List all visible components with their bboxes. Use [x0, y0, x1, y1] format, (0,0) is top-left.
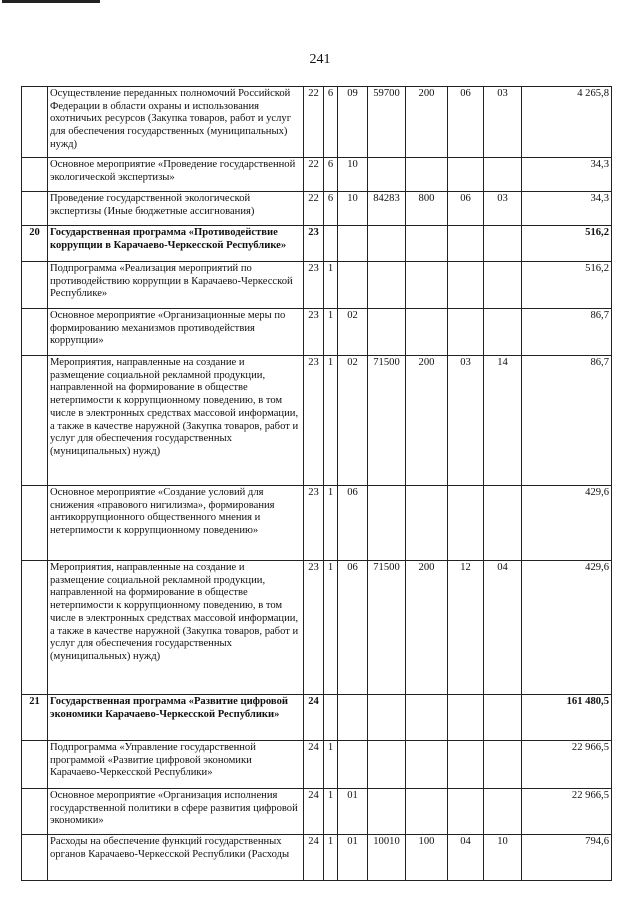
code-direction-cell — [368, 695, 406, 741]
code-direction-cell — [368, 309, 406, 356]
code-direction-cell — [368, 262, 406, 309]
code-expense-type-cell: 200 — [406, 561, 448, 695]
row-number-cell: 21 — [22, 695, 48, 741]
code-program-cell — [324, 695, 338, 741]
code-subsection-cell — [484, 695, 522, 741]
code-expense-type-cell: 200 — [406, 87, 448, 158]
code-direction-cell: 71500 — [368, 356, 406, 486]
code-event-cell: 02 — [338, 309, 368, 356]
code-expense-type-cell — [406, 262, 448, 309]
amount-cell: 34,3 — [522, 192, 612, 226]
code-subsection-cell — [484, 158, 522, 192]
code-direction-cell — [368, 741, 406, 789]
code-direction-cell — [368, 226, 406, 262]
row-number-cell — [22, 561, 48, 695]
code-event-cell: 06 — [338, 486, 368, 561]
amount-cell: 86,7 — [522, 356, 612, 486]
table-row — [22, 695, 612, 741]
row-number-cell — [22, 87, 48, 158]
code-subsection-cell — [484, 741, 522, 789]
code-section-cell: 06 — [448, 192, 484, 226]
row-number-cell — [22, 356, 48, 486]
code-section-cell — [448, 741, 484, 789]
code-program-cell: 6 — [324, 158, 338, 192]
code-event-cell — [338, 226, 368, 262]
code-direction-cell — [368, 789, 406, 835]
code-expense-type-cell — [406, 309, 448, 356]
code-section-cell: 06 — [448, 87, 484, 158]
row-number-cell — [22, 192, 48, 226]
table-row — [22, 226, 612, 262]
amount-cell: 429,6 — [522, 486, 612, 561]
row-name-cell: Основное мероприятие «Организационные меры по формированию механизмов противодействия коррупции» — [48, 309, 304, 356]
code-ministry-cell: 23 — [304, 226, 324, 262]
code-event-cell: 01 — [338, 789, 368, 835]
row-number-cell — [22, 835, 48, 881]
code-program-cell: 1 — [324, 741, 338, 789]
code-section-cell — [448, 695, 484, 741]
row-number-cell: 20 — [22, 226, 48, 262]
code-ministry-cell: 23 — [304, 486, 324, 561]
amount-cell: 516,2 — [522, 226, 612, 262]
row-name-cell: Мероприятия, направленные на создание и размещение социальной рекламной продукции, направленной на формирование в обществе нетерпимости к коррупционному поведению, в том числе в электронных средствах массовой информации, а также в качестве наружной (Закупка товаров, работ и услуг для обеспечения государственных (муниципальных) нужд) — [48, 356, 304, 486]
row-name-cell: Государственная программа «Развитие цифровой экономики Карачаево-Черкесской Республики» — [48, 695, 304, 741]
row-name-cell: Проведение государственной экологической экспертизы (Иные бюджетные ассигнования) — [48, 192, 304, 226]
code-subsection-cell: 03 — [484, 192, 522, 226]
row-name-cell: Государственная программа «Противодействие коррупции в Карачаево-Черкесской Республике» — [48, 226, 304, 262]
code-ministry-cell: 23 — [304, 309, 324, 356]
code-ministry-cell: 23 — [304, 356, 324, 486]
code-ministry-cell: 22 — [304, 158, 324, 192]
code-ministry-cell: 22 — [304, 87, 324, 158]
code-expense-type-cell — [406, 695, 448, 741]
code-event-cell: 10 — [338, 192, 368, 226]
code-program-cell: 1 — [324, 789, 338, 835]
row-name-cell: Основное мероприятие «Организация исполнения государственной политики в сфере развития цифровой экономики» — [48, 789, 304, 835]
code-section-cell — [448, 789, 484, 835]
row-name-cell: Подпрограмма «Управление государственной программой «Развитие цифровой экономики Карачаево-Черкесской Республики» — [48, 741, 304, 789]
code-program-cell: 1 — [324, 309, 338, 356]
code-expense-type-cell: 100 — [406, 835, 448, 881]
amount-cell: 22 966,5 — [522, 741, 612, 789]
code-program-cell: 1 — [324, 262, 338, 309]
code-event-cell — [338, 695, 368, 741]
code-event-cell: 02 — [338, 356, 368, 486]
code-expense-type-cell — [406, 486, 448, 561]
amount-cell: 86,7 — [522, 309, 612, 356]
row-number-cell — [22, 789, 48, 835]
code-subsection-cell: 03 — [484, 87, 522, 158]
code-expense-type-cell — [406, 741, 448, 789]
table-row — [22, 192, 612, 226]
code-ministry-cell: 24 — [304, 741, 324, 789]
code-section-cell — [448, 226, 484, 262]
code-event-cell — [338, 741, 368, 789]
code-ministry-cell: 23 — [304, 561, 324, 695]
code-expense-type-cell — [406, 158, 448, 192]
amount-cell: 794,6 — [522, 835, 612, 881]
code-subsection-cell — [484, 309, 522, 356]
budget-table — [21, 86, 612, 881]
page-number: 241 — [309, 52, 331, 67]
code-program-cell — [324, 226, 338, 262]
code-expense-type-cell: 200 — [406, 356, 448, 486]
top-rule-mark — [2, 0, 100, 3]
amount-cell: 429,6 — [522, 561, 612, 695]
code-section-cell — [448, 262, 484, 309]
row-number-cell — [22, 262, 48, 309]
amount-cell: 516,2 — [522, 262, 612, 309]
code-expense-type-cell — [406, 226, 448, 262]
code-subsection-cell: 04 — [484, 561, 522, 695]
code-direction-cell: 10010 — [368, 835, 406, 881]
code-expense-type-cell — [406, 789, 448, 835]
amount-cell: 34,3 — [522, 158, 612, 192]
code-section-cell — [448, 158, 484, 192]
code-event-cell: 09 — [338, 87, 368, 158]
code-section-cell: 03 — [448, 356, 484, 486]
table-row — [22, 87, 612, 158]
row-name-cell: Основное мероприятие «Проведение государственной экологической экспертизы» — [48, 158, 304, 192]
code-expense-type-cell: 800 — [406, 192, 448, 226]
code-ministry-cell: 24 — [304, 695, 324, 741]
code-subsection-cell — [484, 789, 522, 835]
code-direction-cell: 59700 — [368, 87, 406, 158]
code-subsection-cell: 10 — [484, 835, 522, 881]
table-row — [22, 741, 612, 789]
row-name-cell: Подпрограмма «Реализация мероприятий по противодействию коррупции в Карачаево-Черкесской Республике» — [48, 262, 304, 309]
code-event-cell: 01 — [338, 835, 368, 881]
row-name-cell: Мероприятия, направленные на создание и размещение социальной рекламной продукции, направленной на формирование в обществе нетерпимости к коррупционному поведению, в том числе в электронных средствах массовой информации, а также в качестве наружной (Закупка товаров, работ и услуг для обеспечения государственных (муниципальных) нужд) — [48, 561, 304, 695]
table-row — [22, 356, 612, 486]
amount-cell: 161 480,5 — [522, 695, 612, 741]
code-subsection-cell — [484, 262, 522, 309]
code-direction-cell: 84283 — [368, 192, 406, 226]
table-row — [22, 835, 612, 881]
code-direction-cell — [368, 158, 406, 192]
code-program-cell: 1 — [324, 835, 338, 881]
code-event-cell: 06 — [338, 561, 368, 695]
code-program-cell: 1 — [324, 561, 338, 695]
table-row — [22, 262, 612, 309]
table-row — [22, 486, 612, 561]
table-row — [22, 309, 612, 356]
amount-cell: 4 265,8 — [522, 87, 612, 158]
code-section-cell: 04 — [448, 835, 484, 881]
code-direction-cell: 71500 — [368, 561, 406, 695]
code-ministry-cell: 23 — [304, 262, 324, 309]
code-subsection-cell — [484, 226, 522, 262]
code-section-cell: 12 — [448, 561, 484, 695]
code-subsection-cell — [484, 486, 522, 561]
code-ministry-cell: 22 — [304, 192, 324, 226]
row-number-cell — [22, 486, 48, 561]
code-program-cell: 6 — [324, 87, 338, 158]
amount-cell: 22 966,5 — [522, 789, 612, 835]
code-direction-cell — [368, 486, 406, 561]
code-ministry-cell: 24 — [304, 835, 324, 881]
table-row — [22, 789, 612, 835]
table-row — [22, 158, 612, 192]
code-subsection-cell: 14 — [484, 356, 522, 486]
row-name-cell: Основное мероприятие «Создание условий для снижения «правового нигилизма», формирования антикоррупционного общественного мнения и нетерпимости к коррупционному поведению» — [48, 486, 304, 561]
code-event-cell: 10 — [338, 158, 368, 192]
row-name-cell: Осуществление переданных полномочий Российской Федерации в области охраны и использования охотничьих ресурсов (Закупка товаров, работ и услуг для обеспечения государственных (муниципальных) нужд) — [48, 87, 304, 158]
row-number-cell — [22, 309, 48, 356]
code-program-cell: 6 — [324, 192, 338, 226]
code-program-cell: 1 — [324, 486, 338, 561]
table-row — [22, 561, 612, 695]
row-number-cell — [22, 741, 48, 789]
row-name-cell: Расходы на обеспечение функций государственных органов Карачаево-Черкесской Республики (Расходы — [48, 835, 304, 881]
code-program-cell: 1 — [324, 356, 338, 486]
code-event-cell — [338, 262, 368, 309]
row-number-cell — [22, 158, 48, 192]
code-section-cell — [448, 486, 484, 561]
code-ministry-cell: 24 — [304, 789, 324, 835]
code-section-cell — [448, 309, 484, 356]
